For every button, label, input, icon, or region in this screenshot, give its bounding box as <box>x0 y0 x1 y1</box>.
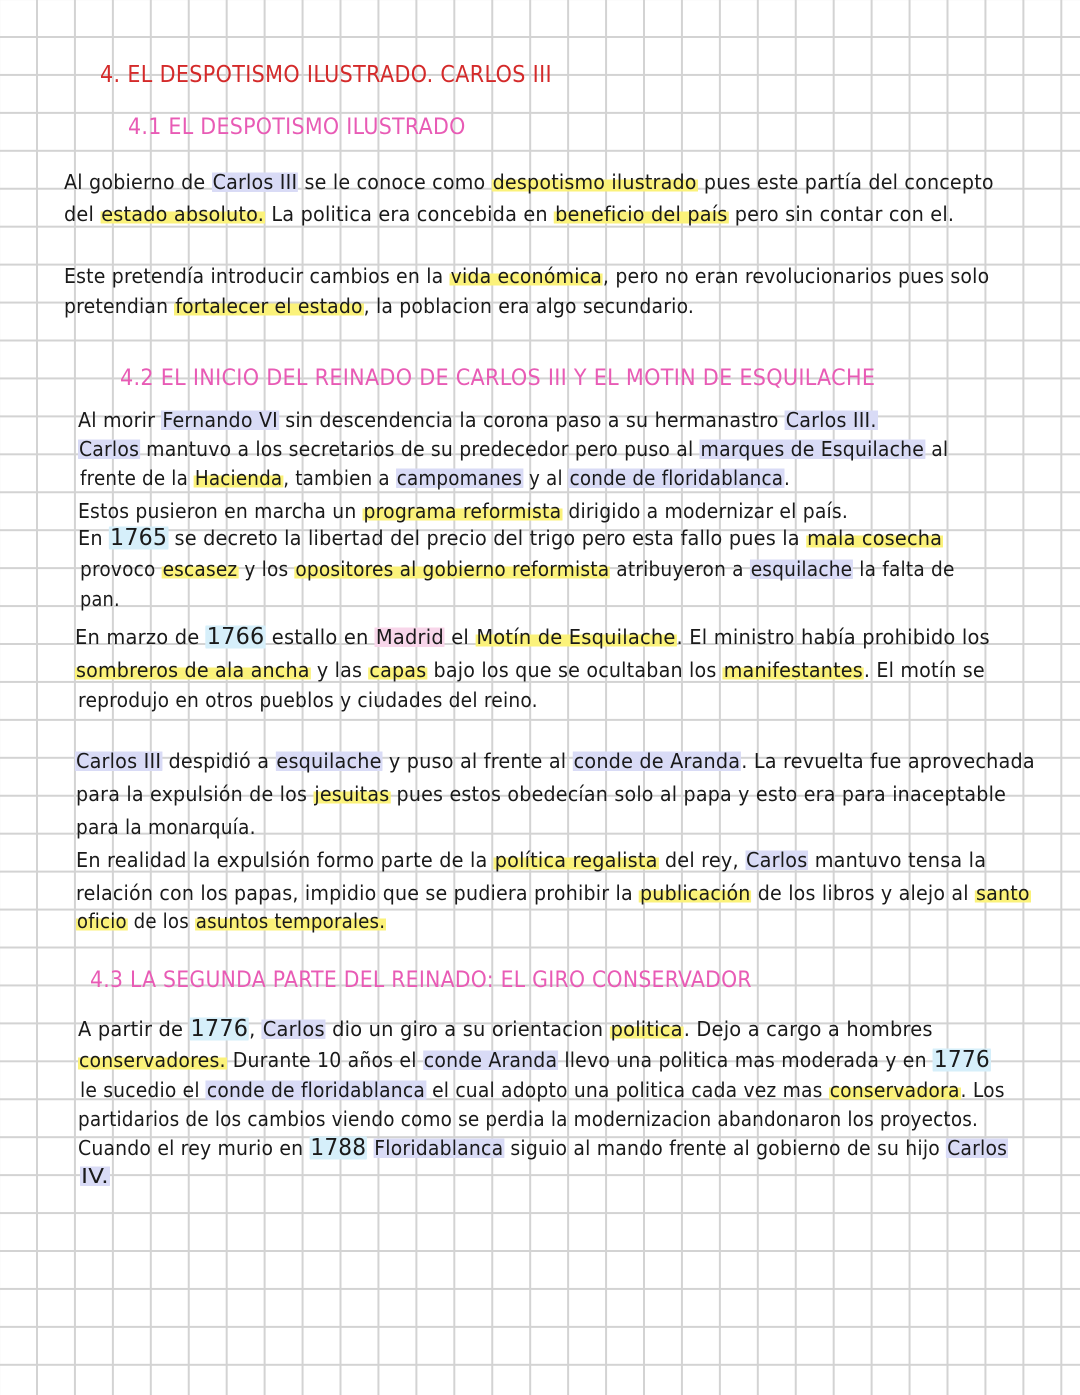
text-run: En marzo de <box>75 625 206 649</box>
text-run: se decreto la libertad del precio del trigo pero esta fallo pues la <box>168 526 807 550</box>
text-run: . <box>784 466 791 490</box>
text-run: Cuando el rey murio en <box>78 1136 310 1160</box>
text-line <box>80 1162 110 1190</box>
text-run: A partir de <box>78 1017 190 1041</box>
highlighted-term: marques de Esquilache <box>700 437 925 461</box>
section-heading-4-1: 4.1 EL DESPOTISMO ILUSTRADO <box>128 115 466 140</box>
highlighted-term: campomanes <box>396 466 523 490</box>
highlighted-term: publicación <box>640 881 751 905</box>
highlighted-term: 1788 <box>310 1135 367 1161</box>
text-run: , pero no eran revolucionarios pues solo <box>602 264 990 288</box>
highlighted-term: conde de Aranda <box>573 749 741 773</box>
text-run: . Dejo a cargo a hombres <box>683 1017 933 1041</box>
text-line <box>78 1046 991 1074</box>
text-line <box>80 1076 1005 1104</box>
text-run: pues estos obedecían solo al papa y esto era para inaceptable <box>390 782 1007 806</box>
highlighted-term: asuntos temporales. <box>195 909 386 933</box>
text-run: pretendian <box>64 294 175 318</box>
text-run: sin descendencia la corona paso a su hermanastro <box>278 408 785 432</box>
text-run: y los <box>238 557 295 581</box>
highlighted-term: conde Aranda <box>423 1048 558 1072</box>
text-line <box>76 813 256 841</box>
highlighted-term: beneficio del país <box>555 202 728 226</box>
text-run: . La revuelta fue aprovechada <box>741 749 1035 773</box>
text-run: siguio al mando frente al gobierno de su hijo <box>504 1136 947 1160</box>
highlighted-term: Hacienda <box>194 466 283 490</box>
section-heading-4-2: 4.2 EL INICIO DEL REINADO DE CARLOS III Y EL MOTIN DE ESQUILACHE <box>120 366 876 391</box>
text-run: . El motín se <box>863 658 985 682</box>
text-run: pan. <box>80 587 120 611</box>
text-run: . Los <box>960 1078 1005 1102</box>
text-line <box>78 497 848 525</box>
highlighted-term: mala cosecha <box>807 526 943 550</box>
highlighted-term: escasez <box>162 557 238 581</box>
text-run <box>367 1136 373 1160</box>
text-run: de los libros y alejo al <box>751 881 976 905</box>
text-run: Estos pusieron en marcha un <box>78 499 363 523</box>
highlighted-term: 1776 <box>933 1047 990 1073</box>
highlighted-term: esquilache <box>750 557 853 581</box>
highlighted-term: jesuitas <box>314 782 390 806</box>
highlighted-term: Carlos III <box>75 749 162 773</box>
text-run: del rey, <box>658 848 746 872</box>
highlighted-term: despotismo ilustrado <box>492 170 697 194</box>
text-run: Al morir <box>78 408 162 432</box>
text-run: . El ministro había prohibido los <box>676 625 990 649</box>
highlighted-term: 1776 <box>190 1016 249 1042</box>
section-heading-4-3: 4.3 LA SEGUNDA PARTE DEL REINADO: EL GIRO CONSERVADOR <box>90 968 752 993</box>
highlighted-term: programa reformista <box>363 499 562 523</box>
highlighted-term: estado absoluto. <box>101 202 265 226</box>
text-line <box>76 879 1031 907</box>
highlighted-term: conde de floridablanca <box>206 1078 426 1102</box>
text-line <box>64 292 694 320</box>
page-title: 4. EL DESPOTISMO ILUSTRADO. CARLOS III <box>100 62 552 88</box>
highlighted-term: Carlos <box>947 1136 1008 1160</box>
text-run: mantuvo a los secretarios de su predecedor pero puso al <box>140 437 700 461</box>
text-run: atribuyeron a <box>610 557 750 581</box>
text-line <box>78 1134 1008 1162</box>
highlighted-term: conservadora <box>829 1078 960 1102</box>
text-line <box>78 524 943 552</box>
highlighted-term: Carlos <box>78 437 140 461</box>
highlighted-term: 1766 <box>206 624 265 650</box>
highlighted-term: opositores al gobierno reformista <box>295 557 610 581</box>
text-line <box>80 464 790 492</box>
highlighted-term: sombreros de ala ancha <box>75 658 310 682</box>
text-run: dirigido a modernizar el país. <box>562 499 849 523</box>
text-run: provoco <box>80 557 162 581</box>
text-run: Al gobierno de <box>64 170 212 194</box>
text-run: despidió a <box>162 749 276 773</box>
text-run: En <box>78 526 110 550</box>
highlighted-term: Madrid <box>375 625 444 649</box>
text-run: se le conoce como <box>298 170 492 194</box>
text-line <box>78 435 948 463</box>
text-line <box>76 907 386 935</box>
text-run: y las <box>310 658 369 682</box>
text-line <box>64 168 994 196</box>
highlighted-term: fortalecer el estado <box>175 294 363 318</box>
highlighted-term: santo <box>975 881 1030 905</box>
text-run: y al <box>522 466 569 490</box>
highlighted-term: 1765 <box>110 525 168 551</box>
text-run: la falta de <box>853 557 955 581</box>
text-run: le sucedio el <box>80 1078 206 1102</box>
text-run: , <box>249 1017 262 1041</box>
text-run: el cual adopto una politica cada vez mas <box>425 1078 829 1102</box>
text-run: relación con los papas, impidio que se pudiera prohibir la <box>76 881 640 905</box>
text-run: Este pretendía introducir cambios en la <box>64 264 450 288</box>
highlighted-term: Carlos <box>262 1017 325 1041</box>
text-line <box>80 585 120 613</box>
highlighted-term: politica <box>610 1017 683 1041</box>
highlighted-term: conde de floridablanca <box>569 466 784 490</box>
text-run: partidarios de los cambios viendo como se perdia la modernizacion abandonaron los proyectos. <box>78 1107 979 1131</box>
text-run: dio un giro a su orientacion <box>325 1017 610 1041</box>
text-run: La politica era concebida en <box>265 202 555 226</box>
text-run: frente de la <box>80 466 195 490</box>
text-run: Durante 10 años el <box>226 1048 423 1072</box>
text-run: estallo en <box>265 625 375 649</box>
highlighted-term: manifestantes <box>723 658 863 682</box>
text-run: , tambien a <box>283 466 396 490</box>
text-run: para la monarquía. <box>76 815 256 839</box>
highlighted-term: Motín de Esquilache <box>476 625 676 649</box>
highlighted-term: oficio <box>76 909 127 933</box>
highlighted-term: vida económica <box>450 264 602 288</box>
highlighted-term: Floridablanca <box>374 1136 504 1160</box>
highlighted-term: Carlos <box>746 848 808 872</box>
text-run: En realidad la expulsión formo parte de la <box>76 848 494 872</box>
text-run: mantuvo tensa la <box>808 848 987 872</box>
text-run: el <box>444 625 476 649</box>
text-line <box>75 747 1035 775</box>
text-run: , la poblacion era algo secundario. <box>363 294 695 318</box>
text-run: reprodujo en otros pueblos y ciudades del reino. <box>78 688 538 712</box>
text-run: y puso al frente al <box>382 749 573 773</box>
highlighted-term: IV. <box>81 1164 109 1188</box>
text-line <box>78 686 538 714</box>
highlighted-term: conservadores. <box>78 1048 226 1072</box>
text-line <box>78 1015 933 1043</box>
text-line <box>78 406 878 434</box>
text-run: bajo los que se ocultaban los <box>427 658 723 682</box>
highlighted-term: Fernando VI <box>162 408 278 432</box>
text-line <box>76 846 986 874</box>
text-run: del <box>64 202 101 226</box>
text-line <box>80 555 955 583</box>
text-line <box>75 656 985 684</box>
highlighted-term: Carlos III <box>212 170 298 194</box>
text-run: pero sin contar con el. <box>728 202 955 226</box>
text-run: pues este partía del concepto <box>697 170 994 194</box>
highlighted-term: Carlos III. <box>785 408 877 432</box>
text-run: para la expulsión de los <box>76 782 314 806</box>
text-line <box>78 1105 978 1133</box>
text-run: llevo una politica mas moderada y en <box>558 1048 933 1072</box>
highlighted-term: política regalista <box>494 848 658 872</box>
text-run: de los <box>127 909 195 933</box>
text-run: al <box>925 437 949 461</box>
text-line <box>75 623 990 651</box>
text-line <box>64 262 989 290</box>
text-line <box>76 780 1006 808</box>
highlighted-term: capas <box>369 658 427 682</box>
highlighted-term: esquilache <box>276 749 382 773</box>
text-line <box>64 200 954 228</box>
